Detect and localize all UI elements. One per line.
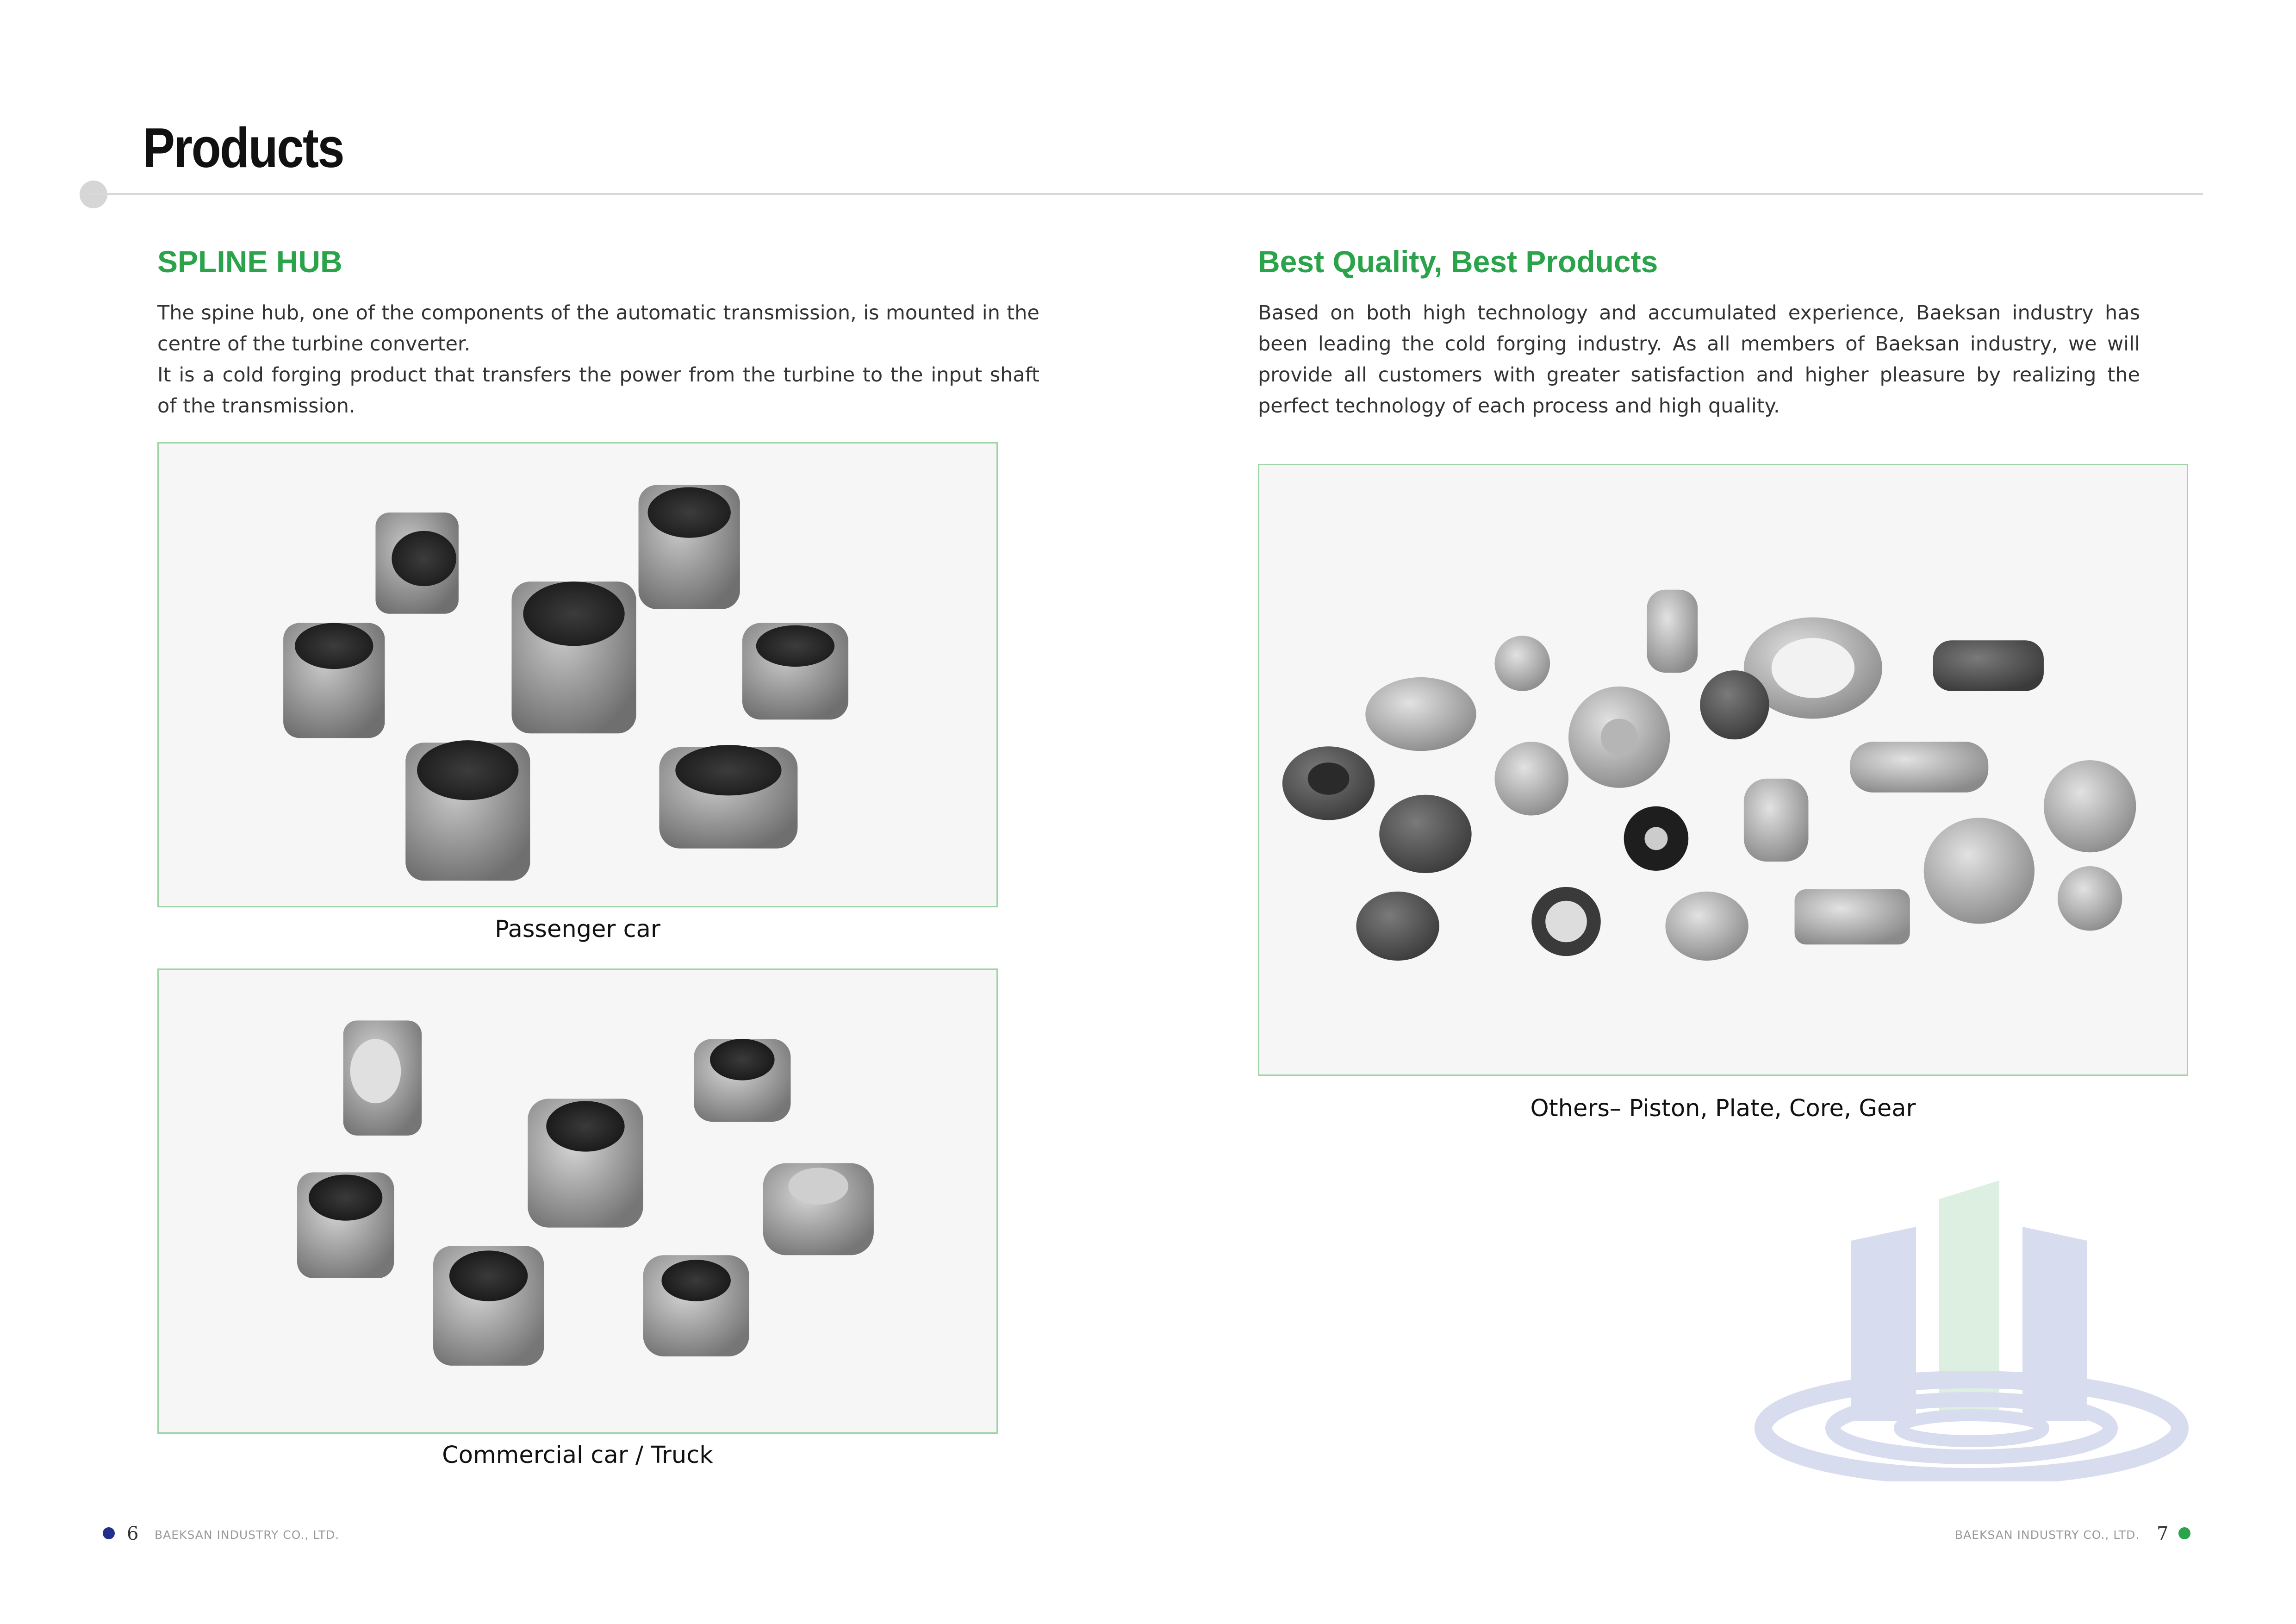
footer-left-dot xyxy=(103,1527,115,1539)
spline-hub-part xyxy=(643,1255,749,1356)
spline-hub-part xyxy=(283,623,385,738)
right-page-number: 7 xyxy=(2157,1523,2169,1544)
other-products-photo xyxy=(1258,464,2188,1076)
commercial-car-caption: Commercial car / Truck xyxy=(442,1442,713,1469)
gear-part xyxy=(1924,818,2035,924)
spline-hub-part xyxy=(742,623,848,720)
plate-part xyxy=(1624,806,1689,871)
other-products-caption: Others– Piston, Plate, Core, Gear xyxy=(1530,1095,1916,1122)
spline-hub-part xyxy=(433,1246,544,1365)
left-footer-company: BAEKSAN INDUSTRY CO., LTD. xyxy=(155,1528,340,1542)
spline-hub-part xyxy=(763,1163,874,1255)
spline-hub-part xyxy=(405,740,530,881)
core-part xyxy=(1665,892,1748,961)
spline-hub-description: The spine hub, one of the components of the automatic transmission, is mounted in the centre of the turbine converter. It is a cold forging product that transfers the power from the turbine to the input shaft of the transmission. xyxy=(157,301,1039,418)
spline-hub-part xyxy=(297,1172,394,1278)
right-footer-company: BAEKSAN INDUSTRY CO., LTD. xyxy=(1955,1528,2140,1542)
best-quality-description: Based on both high technology and accumulated experience, Baeksan industry has been leading the cold forging industry. As all members of Baeksan industry, we will provide all customers with greater satisfaction and higher pleasure by realizing the perfect technology of each process and high quality. xyxy=(1258,301,2140,418)
spline-hub-part xyxy=(694,1039,790,1122)
core-part xyxy=(1850,742,1988,793)
gear-part xyxy=(2058,866,2122,931)
piston-part xyxy=(1379,795,1471,873)
other-products-illustration xyxy=(1259,465,2187,1074)
logo-rings xyxy=(1763,1380,2180,1477)
passenger-car-spline-hub-photo xyxy=(157,442,998,907)
spline-hub-part xyxy=(343,1020,422,1136)
core-part xyxy=(1700,670,1769,739)
passenger-car-caption: Passenger car xyxy=(495,916,660,943)
piston-part xyxy=(1282,746,1375,820)
core-part xyxy=(1744,779,1809,862)
spline-hub-part xyxy=(511,581,636,733)
spline-hub-part xyxy=(639,485,740,609)
core-part xyxy=(1647,590,1698,673)
best-quality-heading: Best Quality, Best Products xyxy=(1258,244,1658,279)
core-part xyxy=(1494,742,1568,815)
gear-part xyxy=(2044,760,2136,852)
commercial-car-spline-hub-photo xyxy=(157,968,998,1434)
spline-hub-heading: SPLINE HUB xyxy=(157,244,342,279)
core-part xyxy=(1494,636,1550,691)
spline-hub-part xyxy=(528,1099,643,1227)
passenger-car-parts-illustration xyxy=(159,443,996,906)
commercial-car-parts-illustration xyxy=(159,970,996,1432)
core-part xyxy=(1795,889,1910,944)
left-page-number: 6 xyxy=(127,1523,139,1544)
core-part xyxy=(1933,640,2044,691)
gear-part xyxy=(1531,887,1601,956)
header-rule xyxy=(88,193,2203,195)
gear-part xyxy=(1568,687,1670,788)
plate-part xyxy=(1365,677,1476,751)
piston-part xyxy=(1356,892,1439,961)
page-title: Products xyxy=(143,116,344,179)
spline-hub-part xyxy=(659,745,797,849)
spline-hub-part xyxy=(375,512,458,614)
footer-right-dot xyxy=(2178,1527,2190,1539)
baeksan-logo-watermark xyxy=(1754,1171,2189,1481)
